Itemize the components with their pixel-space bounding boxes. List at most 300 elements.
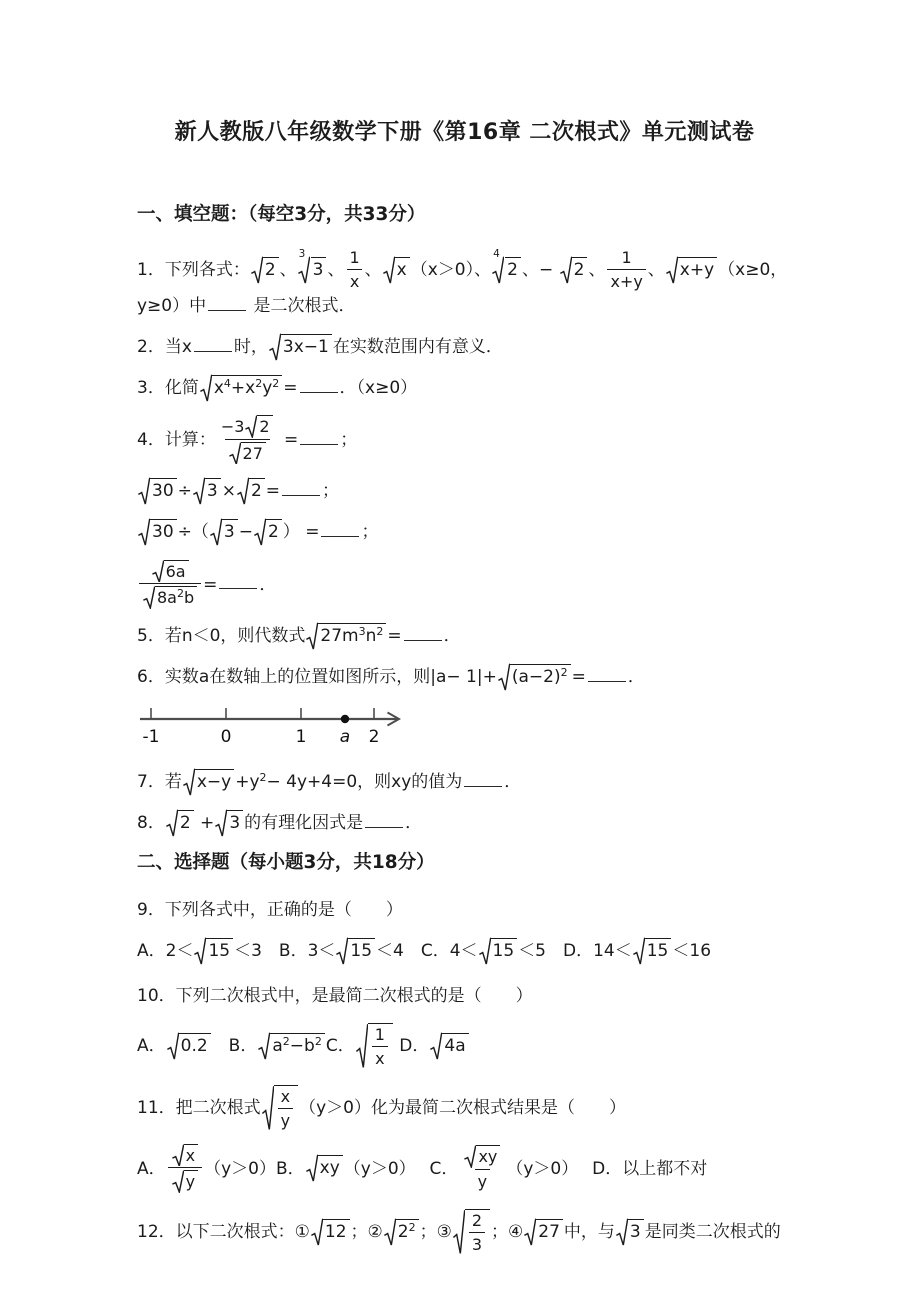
question-11-options bbox=[137, 1144, 792, 1194]
radicand bbox=[270, 1033, 324, 1057]
sqrt-radical bbox=[183, 768, 234, 796]
text-run: 30 bbox=[152, 522, 174, 543]
radical-tick-icon bbox=[384, 1218, 396, 1246]
answer-blank bbox=[219, 571, 257, 589]
text-run: + bbox=[194, 813, 215, 834]
denominator bbox=[278, 1108, 293, 1131]
radical-tick-icon bbox=[666, 256, 678, 284]
text-run: 3 bbox=[471, 1235, 483, 1255]
sqrt-radical bbox=[152, 560, 189, 583]
radicand bbox=[476, 1145, 500, 1168]
answer-blank bbox=[194, 334, 232, 352]
sqrt-radical bbox=[383, 256, 410, 284]
text-run: 、 bbox=[588, 259, 606, 280]
sqrt-radical bbox=[254, 518, 282, 546]
radicand bbox=[505, 257, 521, 281]
superscript: 2 bbox=[272, 376, 280, 390]
text-run: 15 bbox=[208, 941, 231, 962]
text-run: = bbox=[278, 429, 299, 450]
denominator bbox=[607, 269, 645, 292]
radical-tick-icon bbox=[311, 1218, 323, 1246]
radicand bbox=[465, 1209, 490, 1255]
denominator bbox=[139, 583, 201, 609]
radical-tick-icon bbox=[306, 1154, 318, 1182]
radicand bbox=[249, 478, 265, 502]
radical-tick-icon bbox=[194, 937, 206, 965]
radicand bbox=[323, 1219, 350, 1243]
radical-tick-icon bbox=[262, 1085, 274, 1131]
text-run: 7．若 bbox=[137, 772, 182, 793]
radical-tick-icon bbox=[524, 1218, 536, 1246]
radicand bbox=[536, 1219, 563, 1243]
radical-tick-icon bbox=[306, 622, 318, 650]
text-run: 的有理化因式是 bbox=[244, 813, 364, 834]
text-run: xy bbox=[478, 1146, 498, 1166]
text-run: (a−2) bbox=[511, 667, 561, 688]
radical-tick-icon bbox=[633, 937, 645, 965]
text-run: = bbox=[283, 377, 298, 398]
fraction bbox=[139, 560, 201, 610]
radicand bbox=[491, 938, 518, 962]
sqrt-radical bbox=[262, 1085, 298, 1131]
point-a-dot bbox=[341, 715, 349, 723]
sqrt-radical bbox=[524, 1218, 563, 1246]
text-run: A． bbox=[137, 1158, 166, 1179]
radicand bbox=[257, 415, 272, 438]
text-run: 时， bbox=[233, 336, 268, 357]
radicand bbox=[212, 375, 282, 399]
text-run: x−y bbox=[196, 772, 232, 793]
text-run: B． bbox=[211, 1035, 258, 1056]
text-run: 5．若n＜0，则代数式 bbox=[137, 626, 306, 647]
radical-tick-icon bbox=[269, 333, 281, 361]
text-run: C． bbox=[325, 1035, 355, 1056]
radical-tick-icon bbox=[183, 768, 195, 796]
radical-tick-icon bbox=[254, 518, 266, 546]
radical-tick-icon bbox=[215, 809, 227, 837]
text-run: （y＞0）化为最简二次根式结果是（ ） bbox=[299, 1097, 626, 1118]
text-run: ． bbox=[443, 626, 461, 647]
text-run: x bbox=[375, 1048, 385, 1068]
question-4-line-2 bbox=[137, 477, 792, 505]
text-run: b bbox=[183, 588, 195, 608]
tick-label: 0 bbox=[220, 727, 232, 748]
radicand bbox=[241, 442, 266, 465]
text-run: 3 bbox=[629, 1222, 641, 1243]
text-run: （y＞0）B． bbox=[204, 1158, 305, 1179]
text-run: − bbox=[238, 522, 253, 543]
question-10-options bbox=[137, 1023, 792, 1069]
radicand bbox=[628, 1219, 644, 1243]
sqrt-radical bbox=[666, 256, 717, 284]
text-run: 2 bbox=[267, 522, 279, 543]
text-run: ＜16 bbox=[672, 941, 712, 962]
numerator bbox=[218, 415, 277, 439]
text-run: 2 bbox=[259, 416, 270, 436]
text-run: xy bbox=[319, 1158, 340, 1179]
sqrt-radical bbox=[172, 1170, 198, 1193]
question-7 bbox=[137, 768, 792, 796]
point-a-label: a bbox=[339, 727, 351, 748]
sqrt-radical bbox=[616, 1218, 644, 1246]
sqrt-radical bbox=[210, 518, 238, 546]
text-run: a bbox=[272, 1035, 283, 1056]
text-run: （x≥0，y≥0）中 bbox=[137, 259, 788, 316]
radical-tick-icon bbox=[138, 477, 150, 505]
text-run: 3 bbox=[223, 522, 235, 543]
tick-label: 1 bbox=[295, 727, 307, 748]
radicand bbox=[311, 257, 327, 281]
text-run: 2 bbox=[179, 813, 191, 834]
text-run: 3 bbox=[229, 813, 241, 834]
sqrt-radical bbox=[258, 1032, 324, 1060]
sqrt-radical bbox=[172, 1144, 198, 1167]
radical-tick-icon bbox=[193, 477, 205, 505]
text-run: （x＞0）、 bbox=[410, 259, 492, 280]
text-run: 2 bbox=[264, 259, 276, 280]
text-run: 1 bbox=[621, 247, 632, 267]
question-1 bbox=[137, 248, 792, 320]
text-run: 1 bbox=[349, 247, 360, 267]
text-run: −3 bbox=[220, 416, 245, 436]
question-9 bbox=[137, 896, 792, 924]
radicand bbox=[274, 1085, 298, 1131]
text-run: ；③ bbox=[419, 1222, 452, 1243]
fraction bbox=[469, 1211, 485, 1255]
numerator bbox=[346, 248, 362, 269]
text-run: 、 bbox=[647, 259, 665, 280]
tick-label: -1 bbox=[142, 727, 160, 748]
radicand bbox=[184, 1144, 198, 1167]
radicand bbox=[442, 1033, 468, 1057]
radical-tick-icon bbox=[143, 586, 155, 609]
radical-tick-icon bbox=[251, 256, 263, 284]
text-run: ． bbox=[405, 813, 423, 834]
text-run: 27m bbox=[320, 626, 359, 647]
radical-tick-icon bbox=[229, 442, 241, 465]
answer-blank bbox=[365, 810, 403, 828]
radical-tick-icon bbox=[430, 1032, 442, 1060]
text-run: ） = bbox=[282, 522, 320, 543]
text-run: x bbox=[280, 1086, 291, 1106]
text-run: 新人教版八年级数学下册《第16章 二次根式》单元测试卷 bbox=[174, 120, 755, 145]
radical-tick-icon bbox=[616, 1218, 628, 1246]
doc-title bbox=[137, 118, 792, 148]
text-run: 2．当x bbox=[137, 336, 192, 357]
radicand bbox=[281, 334, 332, 358]
denominator bbox=[475, 1169, 490, 1192]
radical-tick-icon bbox=[356, 1023, 368, 1069]
sqrt-radical bbox=[194, 937, 233, 965]
fraction bbox=[460, 1145, 504, 1192]
text-run: y bbox=[477, 1171, 488, 1191]
sqrt-radical bbox=[453, 1209, 490, 1255]
sqrt-radical bbox=[479, 937, 518, 965]
sqrt-radical bbox=[138, 518, 177, 546]
text-run: ； bbox=[322, 481, 340, 502]
answer-blank bbox=[300, 375, 338, 393]
radicand bbox=[645, 938, 672, 962]
radical-tick-icon bbox=[479, 937, 491, 965]
radicand bbox=[678, 257, 717, 281]
numerator bbox=[460, 1145, 504, 1169]
text-run: x+y bbox=[610, 271, 643, 291]
question-2 bbox=[137, 333, 792, 361]
question-4-line-4 bbox=[137, 560, 792, 610]
radicand bbox=[263, 257, 279, 281]
fraction bbox=[607, 248, 645, 292]
text-run: 2 bbox=[507, 259, 518, 280]
fraction bbox=[372, 1025, 388, 1069]
radical-tick-icon bbox=[166, 809, 178, 837]
radicand bbox=[150, 478, 177, 502]
denominator bbox=[469, 1232, 485, 1255]
superscript: 3 bbox=[358, 625, 366, 639]
fraction bbox=[346, 248, 362, 292]
text-run: 4．计算： bbox=[137, 429, 216, 450]
radicand bbox=[510, 664, 571, 688]
sqrt-radical bbox=[356, 1023, 393, 1069]
answer-blank bbox=[588, 664, 626, 682]
answer-blank bbox=[404, 623, 442, 641]
text-run: 27 bbox=[242, 443, 263, 463]
text-run: ÷（ bbox=[177, 522, 209, 543]
numerator bbox=[278, 1087, 293, 1108]
radicand bbox=[178, 810, 194, 834]
question-12 bbox=[137, 1209, 792, 1255]
radical-tick-icon bbox=[336, 937, 348, 965]
radicand bbox=[348, 938, 375, 962]
text-run: 12 bbox=[324, 1222, 347, 1243]
text-run: 是二次根式． bbox=[248, 295, 356, 316]
text-run: = bbox=[265, 481, 281, 502]
superscript: 2 bbox=[255, 376, 263, 390]
text-run: × bbox=[221, 481, 236, 502]
radicand bbox=[318, 1155, 343, 1179]
text-run: 在实数范围内有意义． bbox=[332, 336, 503, 357]
text-run: 30 bbox=[152, 481, 174, 502]
text-run: 4a bbox=[444, 1035, 466, 1056]
fraction bbox=[278, 1087, 293, 1131]
text-run: 二、选择题（每小题3分，共18分） bbox=[137, 852, 435, 874]
radical-tick-icon bbox=[464, 1145, 476, 1168]
text-run: +y bbox=[235, 772, 260, 793]
radical-tick-icon bbox=[167, 1032, 179, 1060]
denominator bbox=[372, 1046, 387, 1069]
radicand bbox=[155, 586, 197, 609]
radicand bbox=[318, 623, 386, 647]
radicand bbox=[368, 1023, 393, 1069]
radicand bbox=[184, 1170, 198, 1193]
sqrt-radical bbox=[251, 256, 279, 284]
numberline-figure bbox=[137, 704, 792, 754]
question-4-line-3 bbox=[137, 518, 792, 546]
radical-tick-icon bbox=[298, 256, 310, 284]
text-run: 3x−1 bbox=[282, 336, 329, 357]
text-run: （y＞0） D．以上都不对 bbox=[506, 1158, 708, 1179]
sqrt-radical bbox=[633, 937, 672, 965]
text-run: ． bbox=[504, 772, 522, 793]
superscript: 4 bbox=[223, 376, 231, 390]
text-run: ； bbox=[340, 429, 358, 450]
sqrt-radical bbox=[306, 622, 386, 650]
sqrt-radical bbox=[336, 937, 375, 965]
answer-blank bbox=[321, 519, 359, 537]
sqrt-radical bbox=[430, 1032, 468, 1060]
text-run: x bbox=[349, 271, 360, 291]
text-run: −b bbox=[289, 1035, 315, 1056]
numerator bbox=[372, 1025, 388, 1046]
text-run: 是同类二次根式的 bbox=[644, 1222, 781, 1243]
text-run: D． bbox=[393, 1035, 430, 1056]
text-run: x bbox=[396, 259, 407, 280]
radicand bbox=[195, 769, 234, 793]
superscript: 2 bbox=[176, 587, 184, 601]
radicand bbox=[206, 938, 233, 962]
denominator bbox=[168, 1167, 202, 1193]
sqrt-radical bbox=[498, 663, 571, 691]
numerator bbox=[619, 248, 635, 269]
radical-tick-icon bbox=[138, 518, 150, 546]
sqrt-radical bbox=[384, 1218, 419, 1246]
text-run: 1．下列各式： bbox=[137, 259, 250, 280]
text-run: 6．实数a在数轴上的位置如图所示，则|a− 1|+ bbox=[137, 667, 497, 688]
sqrt-radical bbox=[193, 477, 221, 505]
text-run: 0.2 bbox=[180, 1035, 208, 1056]
nth-root-radical bbox=[492, 247, 521, 284]
text-run: 9．下列各式中，正确的是（ ） bbox=[137, 900, 403, 921]
text-run: ．（x≥0） bbox=[339, 377, 418, 398]
text-run: （y＞0） C． bbox=[343, 1158, 459, 1179]
text-run: 、 bbox=[327, 259, 345, 280]
radical-tick-icon bbox=[492, 256, 504, 284]
text-run: 3 bbox=[206, 481, 218, 502]
radicand bbox=[164, 560, 189, 583]
text-run: 15 bbox=[350, 941, 373, 962]
radicand bbox=[572, 257, 588, 281]
root-index: 3 bbox=[298, 247, 306, 260]
answer-blank bbox=[300, 427, 338, 445]
question-10 bbox=[137, 982, 792, 1010]
radicand bbox=[266, 519, 282, 543]
radical-tick-icon bbox=[172, 1144, 184, 1167]
text-run: ÷ bbox=[177, 481, 192, 502]
text-run: A．2＜ bbox=[137, 941, 194, 962]
text-run: 6a bbox=[165, 561, 186, 581]
text-run: ． bbox=[259, 574, 277, 595]
radicand bbox=[227, 810, 243, 834]
numerator bbox=[168, 1144, 202, 1168]
text-run: n bbox=[365, 626, 377, 647]
radical-tick-icon bbox=[453, 1209, 465, 1255]
text-run: ＜3 B．3＜ bbox=[234, 941, 336, 962]
radical-tick-icon bbox=[258, 1032, 270, 1060]
text-run: 11．把二次根式 bbox=[137, 1097, 261, 1118]
superscript: 2 bbox=[282, 1034, 290, 1048]
text-run: ；④ bbox=[491, 1222, 524, 1243]
root-index: 4 bbox=[493, 247, 500, 260]
numberline-svg bbox=[137, 704, 409, 750]
section-2-heading bbox=[137, 850, 792, 876]
text-run: x bbox=[213, 377, 224, 398]
numerator bbox=[148, 560, 193, 584]
text-run: 12．以下二次根式：① bbox=[137, 1222, 310, 1243]
sqrt-radical bbox=[464, 1145, 500, 1168]
sqrt-radical bbox=[215, 809, 243, 837]
radical-tick-icon bbox=[498, 663, 510, 691]
text-run: 10．下列二次根式中，是最简二次根式的是（ ） bbox=[137, 985, 533, 1006]
radicand bbox=[179, 1033, 211, 1057]
text-run: ． bbox=[627, 667, 645, 688]
text-run: 2 bbox=[471, 1211, 483, 1231]
question-8 bbox=[137, 809, 792, 837]
text-run: 2 bbox=[573, 259, 585, 280]
text-run: y bbox=[262, 377, 273, 398]
sqrt-radical bbox=[237, 477, 265, 505]
radical-tick-icon bbox=[383, 256, 395, 284]
denominator bbox=[225, 439, 270, 465]
sqrt-radical bbox=[138, 477, 177, 505]
superscript: 2 bbox=[408, 1221, 416, 1235]
text-run: y bbox=[185, 1172, 196, 1192]
radical-tick-icon bbox=[237, 477, 249, 505]
question-6 bbox=[137, 663, 792, 691]
text-run: x bbox=[185, 1145, 196, 1165]
question-4 bbox=[137, 415, 792, 465]
sqrt-radical bbox=[166, 809, 194, 837]
radicand bbox=[396, 1219, 419, 1243]
question-5 bbox=[137, 622, 792, 650]
radicand bbox=[222, 519, 238, 543]
radical-tick-icon bbox=[152, 560, 164, 583]
sqrt-radical bbox=[167, 1032, 211, 1060]
text-run: 1 bbox=[374, 1024, 385, 1044]
text-run: x+y bbox=[679, 259, 715, 280]
text-run: 一、填空题：（每空3分，共33分） bbox=[137, 203, 426, 225]
question-3 bbox=[137, 374, 792, 402]
question-9-options bbox=[137, 937, 792, 965]
tick-label: 2 bbox=[368, 727, 380, 748]
radical-tick-icon bbox=[200, 374, 212, 402]
text-run: 27 bbox=[538, 1222, 560, 1243]
denominator bbox=[347, 269, 362, 292]
radical-tick-icon bbox=[245, 415, 257, 438]
superscript: 2 bbox=[560, 666, 568, 680]
sqrt-radical bbox=[200, 374, 282, 402]
section-1-heading bbox=[137, 202, 792, 228]
question-11 bbox=[137, 1085, 792, 1131]
text-run: +x bbox=[230, 377, 256, 398]
text-run: ；② bbox=[350, 1222, 383, 1243]
text-run: = bbox=[203, 574, 218, 595]
sqrt-radical bbox=[143, 586, 197, 609]
text-run: 、− bbox=[521, 259, 559, 280]
superscript: 2 bbox=[314, 1034, 322, 1048]
radicand bbox=[395, 257, 410, 281]
text-run: = bbox=[571, 667, 586, 688]
radical-tick-icon bbox=[560, 256, 572, 284]
document-body bbox=[137, 118, 792, 1255]
radical-tick-icon bbox=[172, 1170, 184, 1193]
text-run: 8a bbox=[157, 588, 177, 608]
text-run: 、 bbox=[279, 259, 297, 280]
text-run: 15 bbox=[646, 941, 669, 962]
text-run: 中，与 bbox=[563, 1222, 615, 1243]
text-run: 15 bbox=[492, 941, 515, 962]
text-run: − 4y+4=0，则xy的值为 bbox=[266, 772, 463, 793]
text-run: = bbox=[387, 626, 402, 647]
superscript: 2 bbox=[376, 625, 384, 639]
